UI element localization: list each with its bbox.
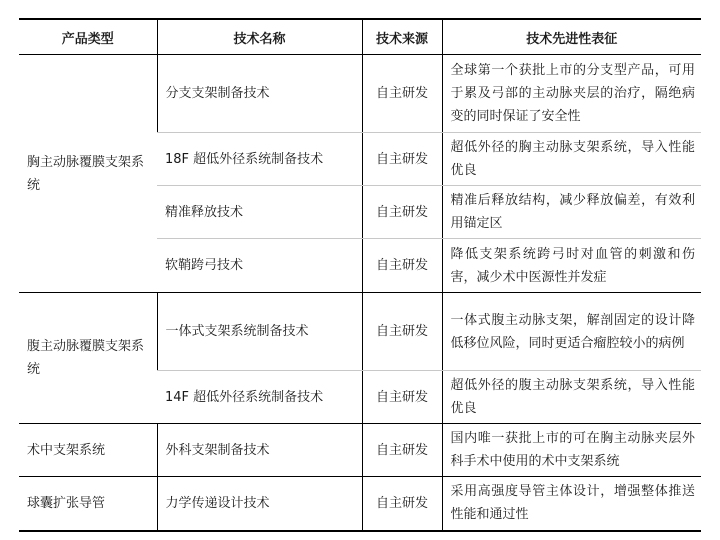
tech-name-cell: 14F 超低外径系统制备技术 <box>157 371 362 424</box>
tech-feature-cell: 采用高强度导管主体设计，增强整体推送性能和通过性 <box>442 477 701 531</box>
tech-feature-cell: 超低外径的胸主动脉支架系统，导入性能优良 <box>442 133 701 186</box>
tech-name-cell: 软鞘跨弓技术 <box>157 239 362 293</box>
product-type-cell: 腹主动脉覆膜支架系统 <box>19 293 157 424</box>
tech-feature-cell: 精准后释放结构，减少释放偏差，有效利用锚定区 <box>442 186 701 239</box>
tech-source-cell: 自主研发 <box>362 55 442 133</box>
tech-feature-cell: 全球第一个获批上市的分支型产品，可用于累及弓部的主动脉夹层的治疗，隔绝病变的同时保证了安全性 <box>442 55 701 133</box>
header-tech-source: 技术来源 <box>362 19 442 55</box>
tech-source-cell: 自主研发 <box>362 293 442 371</box>
tech-feature-cell: 超低外径的腹主动脉支架系统，导入性能优良 <box>442 371 701 424</box>
table-row <box>19 55 701 133</box>
product-type-cell: 术中支架系统 <box>19 424 157 477</box>
tech-feature-cell: 一体式腹主动脉支架，解剖固定的设计降低移位风险，同时更适合瘤腔较小的病例 <box>442 293 701 371</box>
tech-feature-cell: 国内唯一获批上市的可在胸主动脉夹层外科手术中使用的术中支架系统 <box>442 424 701 477</box>
tech-name-cell: 分支支架制备技术 <box>157 55 362 133</box>
table-row <box>19 424 701 477</box>
header-product-type: 产品类型 <box>19 19 157 55</box>
tech-source-cell: 自主研发 <box>362 477 442 531</box>
tech-source-cell: 自主研发 <box>362 371 442 424</box>
table-row <box>19 293 701 371</box>
header-tech-name: 技术名称 <box>157 19 362 55</box>
header-tech-feature: 技术先进性表征 <box>442 19 701 55</box>
tech-source-cell: 自主研发 <box>362 186 442 239</box>
tech-source-cell: 自主研发 <box>362 239 442 293</box>
tech-source-cell: 自主研发 <box>362 133 442 186</box>
header-row <box>19 19 701 55</box>
product-type-cell: 胸主动脉覆膜支架系统 <box>19 55 157 293</box>
tech-name-cell: 一体式支架系统制备技术 <box>157 293 362 371</box>
tech-name-cell: 18F 超低外径系统制备技术 <box>157 133 362 186</box>
tech-name-cell: 外科支架制备技术 <box>157 424 362 477</box>
tech-name-cell: 精准释放技术 <box>157 186 362 239</box>
technology-table <box>19 18 701 532</box>
tech-source-cell: 自主研发 <box>362 424 442 477</box>
product-type-cell: 球囊扩张导管 <box>19 477 157 531</box>
table-row <box>19 477 701 531</box>
tech-name-cell: 力学传递设计技术 <box>157 477 362 531</box>
tech-feature-cell: 降低支架系统跨弓时对血管的刺激和伤害，减少术中医源性并发症 <box>442 239 701 293</box>
